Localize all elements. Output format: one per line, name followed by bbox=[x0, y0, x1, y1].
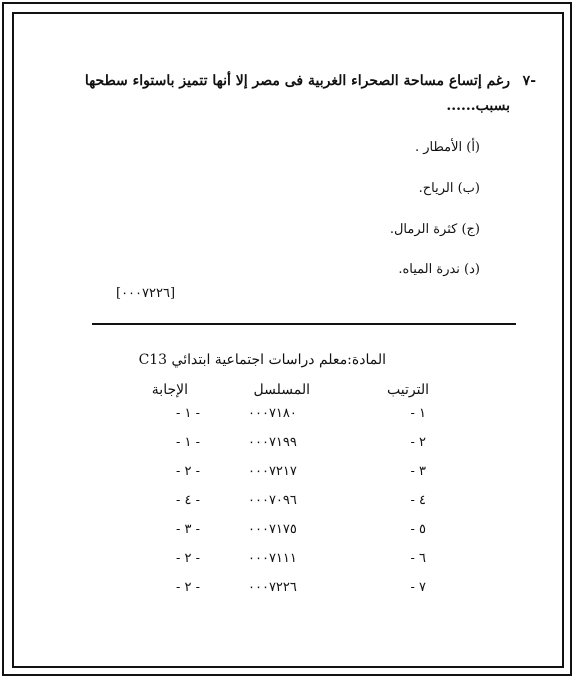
row-serial: ٠٠٠٧٢١٧ bbox=[248, 464, 297, 479]
option-d: (د) ندرة المياه. bbox=[398, 262, 480, 277]
row-serial: ٠٠٠٧١٧٥ bbox=[248, 522, 297, 537]
row-answer: - ٢ - bbox=[176, 551, 201, 566]
row-order: ٦ - bbox=[410, 551, 426, 566]
row-serial: ٠٠٠٧١٨٠ bbox=[248, 406, 297, 421]
header-serial: المسلسل bbox=[253, 382, 310, 398]
question-text-line1: رغم إتساع مساحة الصحراء الغربية فى مصر إلا أنها تتميز باستواء سطحها bbox=[84, 73, 510, 89]
option-c: (ج) كثرة الرمال. bbox=[389, 222, 480, 237]
row-serial: ٠٠٠٧٠٩٦ bbox=[248, 493, 297, 508]
header-answer: الإجابة bbox=[151, 382, 188, 398]
section-divider bbox=[92, 323, 516, 325]
option-b: (ب) الرياح. bbox=[418, 181, 480, 196]
row-order: ٣ - bbox=[410, 464, 426, 479]
row-order: ٤ - bbox=[410, 493, 426, 508]
row-answer: - ٢ - bbox=[176, 464, 201, 479]
question-text-line2: بسبب...... bbox=[446, 98, 510, 114]
header-order: الترتيب bbox=[387, 382, 429, 398]
row-serial: ٠٠٠٧١١١ bbox=[248, 551, 297, 566]
row-order: ٢ - bbox=[410, 435, 426, 450]
row-answer: - ٤ - bbox=[176, 493, 201, 508]
question-code: [٠٠٠٧٢٢٦] bbox=[116, 286, 176, 301]
row-answer: - ٣ - bbox=[176, 522, 201, 537]
row-order: ٥ - bbox=[410, 522, 426, 537]
subject-title: المادة:معلم دراسات اجتماعية ابتدائي C13 bbox=[138, 352, 386, 368]
row-serial: ٠٠٠٧١٩٩ bbox=[248, 435, 297, 450]
row-order: ١ - bbox=[410, 406, 426, 421]
row-answer: - ١ - bbox=[176, 435, 201, 450]
option-a: (أ) الأمطار . bbox=[414, 140, 480, 155]
row-serial: ٠٠٠٧٢٢٦ bbox=[248, 580, 297, 595]
question-number: -٧ bbox=[522, 73, 536, 89]
row-answer: - ٢ - bbox=[176, 580, 201, 595]
row-answer: - ١ - bbox=[176, 406, 201, 421]
row-order: ٧ - bbox=[410, 580, 426, 595]
